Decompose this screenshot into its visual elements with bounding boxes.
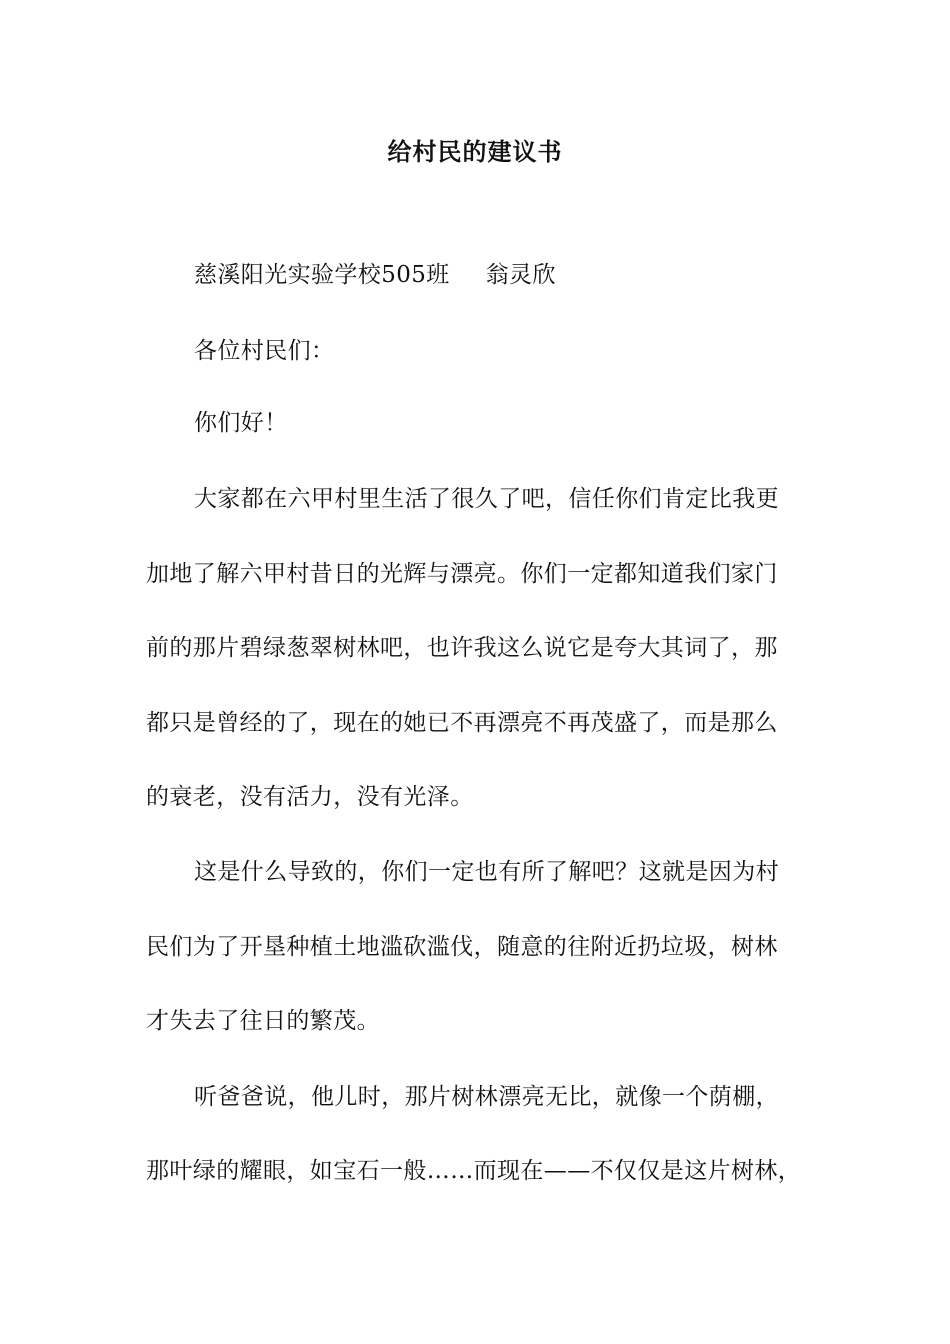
- byline-author: 翁灵欣: [485, 262, 556, 288]
- salutation: 各位村民们：: [194, 338, 335, 364]
- paragraph-2-line-1: 这是什么导致的，你们一定也有所了解吧？这就是因为村: [194, 859, 779, 885]
- paragraph-1-line-5: 的衰老，没有活力，没有光泽。: [146, 784, 474, 810]
- paragraph-1-line-4: 都只是曾经的了，现在的她已不再漂亮不再茂盛了，而是那么: [146, 710, 778, 736]
- paragraph-3-line-2: 那叶绿的耀眼，如宝石一般……而现在——不仅仅是这片树林，: [146, 1158, 802, 1184]
- paragraph-1-line-1: 大家都在六甲村里生活了很久了吧，信任你们肯定比我更: [194, 486, 779, 512]
- byline: [194, 257, 874, 293]
- paragraph-1-line-3: 前的那片碧绿葱翠树林吧，也许我这么说它是夸大其词了，那: [146, 635, 778, 661]
- document-title: 给村民的建议书: [387, 137, 563, 166]
- paragraph-2-line-2: 民们为了开垦种植土地滥砍滥伐，随意的往附近扔垃圾，树林: [146, 934, 778, 960]
- byline-school-class: 慈溪阳光实验学校505班: [194, 262, 450, 288]
- paragraph-2-line-3: 才失去了往日的繁茂。: [146, 1008, 380, 1034]
- paragraph-3-line-1: 听爸爸说，他儿时，那片树林漂亮无比，就像一个荫棚，: [194, 1084, 779, 1110]
- greeting: 你们好！: [194, 410, 288, 436]
- paragraph-1-line-2: 加地了解六甲村昔日的光辉与漂亮。你们一定都知道我们家门: [146, 561, 778, 587]
